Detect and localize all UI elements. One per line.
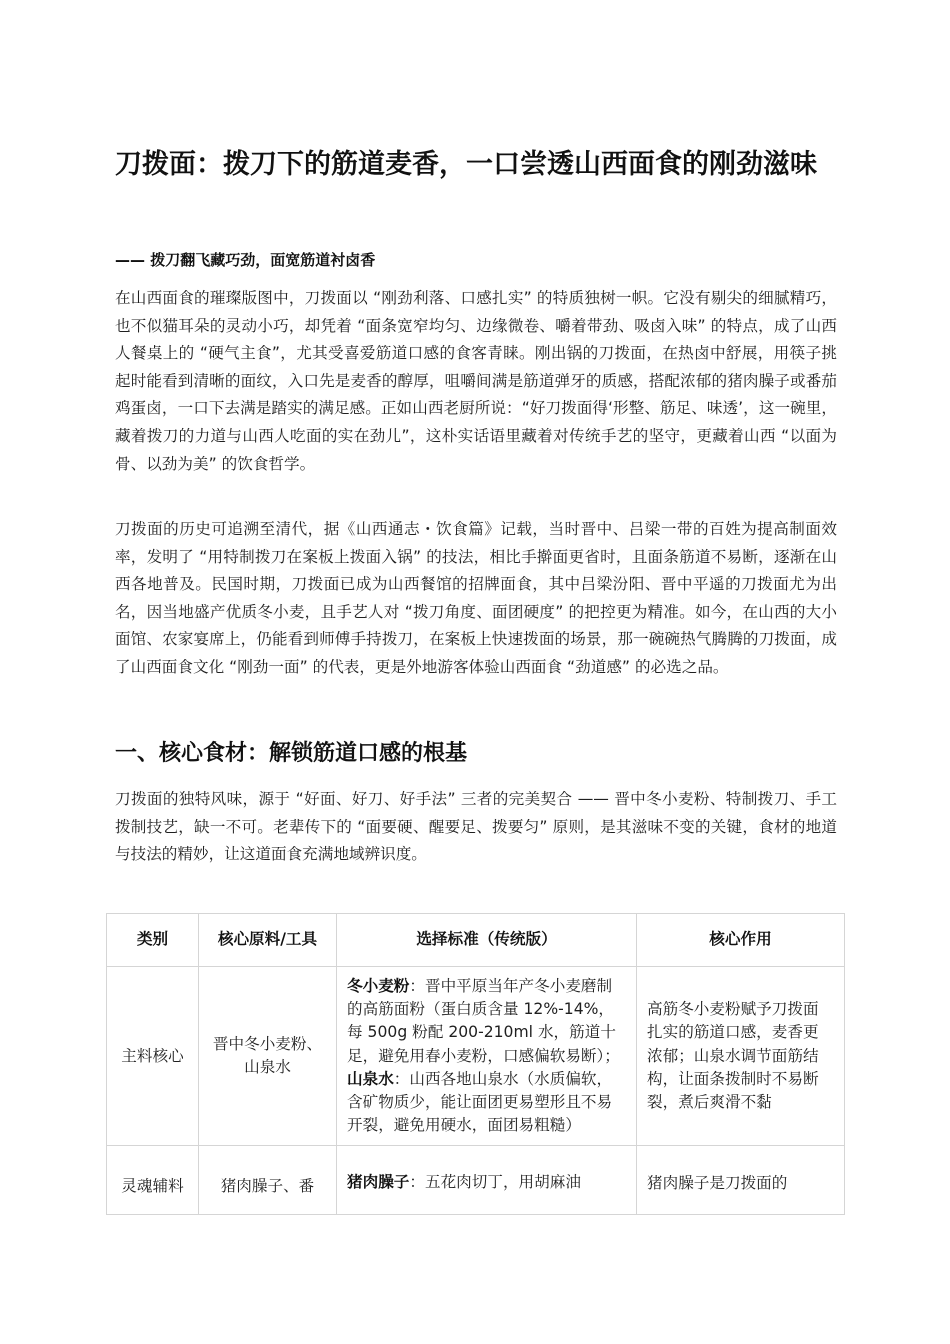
cell-standard (337, 1146, 637, 1215)
cell-material: 晋中冬小麦粉、山泉水 (199, 967, 337, 1146)
term-spring-water: 山泉水 (347, 1069, 394, 1088)
intro-paragraph-2: 刀拨面的历史可追溯至清代，据《山西通志・饮食篇》记载，当时晋中、吕梁一带的百姓为提高制面效率，发明了 “用特制拨刀在案板上拨面入锅” 的技法，相比手擀面更省时，且面条筋道不易断，逐渐在山西各地普及。民国时期，刀拨面已成为山西餐馆的招牌面食，其中吕梁汾阳、晋中平遥的刀拨面尤为出名，因当地盛产优质冬小麦，且手艺人对 “拨刀角度、面团硬度” 的把控更为精准。如今，在山西的大小面馆、农家宴席上，仍能看到师傅手持拨刀，在案板上快速拨面的场景，那一碗碗热气腾腾的刀拨面，成了山西面食文化 “刚劲一面” 的代表，更是外地游客体验山西面食 “劲道感” 的必选之品。 (115, 520, 837, 676)
ingredients-table (106, 913, 845, 1215)
section-heading: 一、核心食材：解锁筋道口感的根基 (115, 741, 468, 766)
cell-effect: 高筋冬小麦粉赋予刀拨面扎实的筋道口感，麦香更浓郁；山泉水调节面筋结构，让面条拨制时不易断裂，煮后爽滑不黏 (637, 967, 845, 1146)
standard-text-pork: ：五花肉切丁，用胡麻油 (409, 1172, 581, 1191)
header-category: 类别 (107, 914, 199, 967)
term-wheat-flour: 冬小麦粉 (347, 977, 410, 995)
cell-effect: 猪肉臊子是刀拨面的 (637, 1146, 845, 1215)
document-subtitle: —— 拨刀翻飞藏巧劲，面宽筋道衬卤香 (115, 251, 376, 269)
document-title: 刀拨面：拨刀下的筋道麦香，一口尝透山西面食的刚劲滋味 (115, 149, 817, 180)
standard-text-water: ：山西各地山泉水（水质偏软，含矿物质少，能让面团更易塑形且不易开裂，避免用硬水，面团易粗糙） (347, 1069, 613, 1135)
cell-category: 主料核心 (107, 967, 199, 1146)
term-pork-topping: 猪肉臊子 (347, 1172, 410, 1191)
header-standard: 选择标准（传统版） (337, 914, 637, 967)
intro-paragraph-1: 在山西面食的璀璨版图中，刀拨面以 “刚劲利落、口感扎实” 的特质独树一帜。它没有剔尖的细腻精巧，也不似猫耳朵的灵动小巧，却凭着 “面条宽窄均匀、边缘微卷、嚼着带劲、吸卤入味” 的特点，成了山西人餐桌上的 “硬气主食”，尤其受喜爱筋道口感的食客青睐。刚出锅的刀拨面，在热卤中舒展，用筷子挑起时能看到清晰的面纹，入口先是麦香的醇厚，咀嚼间满是筋道弹牙的质感，搭配浓郁的猪肉臊子或番茄鸡蛋卤，一口下去满是踏实的满足感。正如山西老厨所说：“好刀拨面得‘形整、筋足、味透’，这一碗里，藏着拨刀的力道与山西人吃面的实在劲儿”，这朴实话语里藏着对传统手艺的坚守，更藏着山西 “以面为骨、以劲为美” 的饮食哲学。 (115, 289, 837, 473)
standard-text-flour: ：晋中平原当年产冬小麦磨制的高筋面粉（蛋白质含量 12%-14%，每 500g 粉配 200-210ml 水，筋道十足，避免用春小麦粉，口感偏软易断）； (347, 977, 620, 1065)
table-row (107, 1146, 845, 1215)
cell-category: 灵魂辅料 (107, 1146, 199, 1215)
header-effect: 核心作用 (637, 914, 845, 967)
section-intro-paragraph: 刀拨面的独特风味，源于 “好面、好刀、好手法” 三者的完美契合 —— 晋中冬小麦粉、特制拨刀、手工拨制技艺，缺一不可。老辈传下的 “面要硬、醒要足、拨要匀” 原则，是其滋味不变的关键，食材的地道与技法的精妙，让这道面食充满地域辨识度。 (115, 790, 837, 864)
cell-material: 猪肉臊子、番 (199, 1146, 337, 1215)
table-row (107, 967, 845, 1146)
table-header-row (107, 914, 845, 967)
cell-standard (337, 967, 637, 1146)
header-material: 核心原料/工具 (199, 914, 337, 967)
